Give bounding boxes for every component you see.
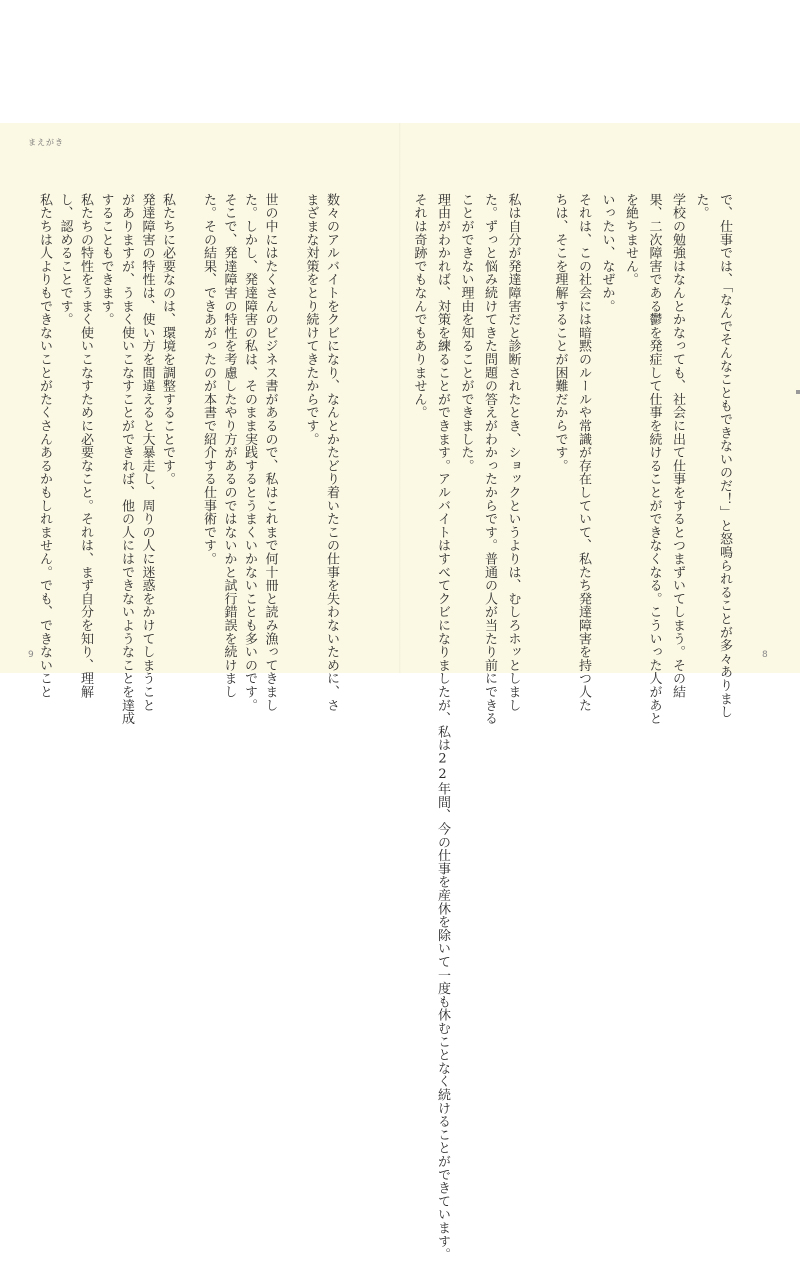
- text-line: 数々のアルバイトをクビになり、なんとかたどり着いたこの仕事を失わないために、さ: [324, 193, 339, 712]
- text-line: た。しかし、発達障害の私は、そのまま実践するとうまくいかないことも多いのです。: [242, 193, 257, 712]
- text-line: ことができない理由を知ることができました。: [458, 193, 474, 473]
- text-line: た。その結果、できあがったのが本書で紹介する仕事術です。: [201, 193, 216, 566]
- text-line: で、仕事では、「なんでそんなこともできないのだ！」と怒鳴られることが多々ありまし: [717, 193, 732, 719]
- text-line: 理由がわかれば、対策を練ることができます。アルバイトはすべてクビになりましたが、私は22年間、今の仕事を産休を除いて一度も休むことなく続けることができています。: [435, 193, 450, 1261]
- text-line: それは奇跡でもなんでもありません。: [411, 193, 427, 420]
- text-line: 私は自分が発達障害だと診断されたとき、ショックというよりは、むしろホッとしまし: [505, 193, 521, 712]
- text-line: することもできます。: [98, 193, 114, 326]
- page-edge-mark: [796, 390, 800, 394]
- text-line: ちは、そこを理解することが困難だからです。: [552, 193, 568, 473]
- page-gutter: [399, 123, 401, 673]
- text-line: 私たちに必要なのは、環境を調整することです。: [160, 193, 175, 486]
- text-line: それは、この社会には暗黙のルールや常識が存在していて、私たち発達障害を持つ人た: [576, 193, 591, 712]
- page-number-right: 8: [762, 650, 768, 660]
- text-line: そこで、発達障害の特性を考慮したやり方があるのではないかと試行錯誤を続けまし: [221, 193, 237, 699]
- text-line: 果、二次障害である鬱を発症して仕事を続けることができなくなる。こういった人があと: [646, 193, 662, 725]
- text-line: 学校の勉強はなんとかなっても、社会に出て仕事をするとつまずいてしまう。その結: [670, 193, 685, 699]
- text-line: た。ずっと悩み続けてきた問題の答えがわかったからです。普通の人が当たり前にできる: [482, 193, 497, 725]
- text-line: 私たちは人よりもできないことがたくさんあるかもしれません。でも、できないこと: [37, 193, 52, 699]
- running-head: まえがき: [28, 138, 64, 147]
- page-number-left: 9: [28, 650, 34, 660]
- text-line: がありますが、うまく使いこなすことができれば、他の人にはできないようなことを達成: [119, 193, 134, 725]
- text-line: いったい、なぜか。: [599, 193, 615, 313]
- text-line: 私たちの特性をうまく使いこなすために必要なこと。それは、まず自分を知り、理解: [78, 193, 93, 699]
- text-line: た。: [693, 193, 709, 220]
- text-line: 発達障害の特性は、使い方を間違えると大暴走し、周りの人に迷惑をかけてしまうこと: [139, 193, 155, 712]
- text-line: を絶ちません。: [623, 193, 638, 287]
- text-line: し、認めることです。: [57, 193, 73, 326]
- book-spread: [0, 123, 800, 1261]
- text-line: 世の中にはたくさんのビジネス書があるので、私はこれまで何十冊と読み漁ってきまし: [262, 193, 278, 712]
- text-line: まざまな対策をとり続けてきたからです。: [303, 193, 319, 446]
